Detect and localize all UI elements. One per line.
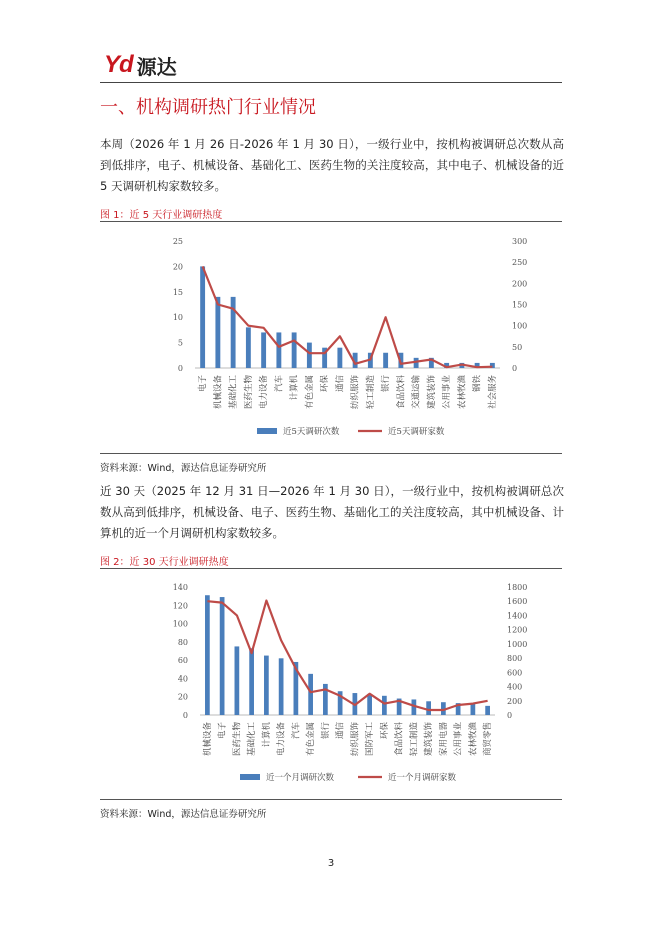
paragraph-weekly: 本周（2026 年 1 月 26 日-2026 年 1 月 30 日），一级行业中，按机构被调研总次数从高到低排序，电子、机械设备、基础化工、医药生物的关注度较高，其中电子、机械设备的近 5 天调研机构家数较多。: [100, 137, 564, 193]
x-tick-label: 银行: [381, 375, 392, 393]
y-right-tick-label: 300: [512, 237, 528, 246]
legend-bar-swatch: [240, 774, 260, 780]
x-tick-label: 基础化工: [247, 722, 258, 757]
y-right-tick-label: 600: [507, 668, 523, 678]
x-tick-label: 基础化工: [228, 375, 239, 410]
bar: [200, 266, 205, 368]
x-tick-label: 食品饮料: [396, 375, 407, 410]
figure1-top-rule: [100, 221, 562, 222]
x-tick-label: 轻工制造: [365, 375, 376, 410]
x-tick-label: 电力设备: [276, 722, 287, 757]
figure1-source: 资料来源：Wind，源达信息证券研究所: [100, 463, 267, 474]
y-left-tick-label: 20: [177, 692, 188, 702]
bar: [485, 706, 490, 715]
bar: [367, 694, 372, 715]
header-divider: [100, 82, 562, 83]
bar: [337, 348, 342, 368]
figure1-bottom-rule: [100, 453, 562, 454]
y-left-tick-label: 0: [177, 364, 183, 373]
y-right-tick-label: 1600: [507, 597, 528, 607]
x-tick-label: 计算机: [289, 375, 300, 401]
y-left-tick-label: 5: [177, 338, 183, 348]
y-right-tick-label: 1000: [507, 639, 528, 649]
y-right-tick-label: 1800: [507, 583, 528, 592]
y-left-tick-label: 0: [182, 711, 188, 720]
logo-mark: Yd: [104, 51, 133, 78]
x-tick-label: 建筑装饰: [424, 722, 435, 757]
y-right-tick-label: 800: [507, 654, 523, 664]
section-title: 一、机构调研热门行业情况: [100, 97, 316, 118]
bar: [249, 648, 254, 715]
figure1-title: 图 1：近 5 天行业调研热度: [100, 210, 223, 221]
page-number: 3: [327, 858, 335, 869]
y-right-tick-label: 50: [512, 342, 523, 352]
paragraph-monthly: 近 30 天（2025 年 12 月 31 日—2026 年 1 月 30 日），一级行业中，按机构被调研总次数从高到低排序，机械设备、电子、医药生物、基础化工的关注度较高，其中机械设备、计算机的近一个月调研机构家数较多。: [100, 484, 564, 540]
company-logo: [104, 52, 177, 78]
x-tick-label: 有色金属: [304, 375, 315, 410]
bar: [292, 332, 297, 368]
x-tick-label: 计算机: [261, 722, 272, 748]
bar: [383, 353, 388, 368]
x-tick-label: 纺织服饰: [350, 722, 361, 757]
chart-5day-industry-heat: [100, 224, 562, 446]
y-right-tick-label: 1200: [507, 625, 528, 635]
x-tick-label: 电力设备: [259, 375, 270, 410]
figure2-source: 资料来源：Wind，源达信息证券研究所: [100, 809, 267, 820]
bar: [215, 297, 220, 368]
bar: [471, 704, 476, 715]
logo-text: 源达: [136, 54, 177, 79]
x-tick-label: 银行: [320, 722, 331, 740]
x-tick-label: 环保: [320, 375, 331, 393]
x-tick-label: 机械设备: [213, 375, 224, 410]
y-right-tick-label: 1400: [507, 611, 528, 621]
legend-bar-swatch: [257, 428, 277, 434]
bar: [220, 597, 225, 715]
figure2-bottom-rule: [100, 799, 562, 800]
x-tick-label: 交通运输: [411, 375, 422, 410]
y-left-tick-label: 120: [172, 601, 188, 611]
legend-line-label: 近5天调研家数: [388, 427, 445, 437]
x-tick-label: 环保: [379, 722, 390, 740]
bar: [246, 327, 251, 368]
legend-bar-label: 近5天调研次数: [283, 427, 340, 437]
x-tick-label: 建筑装饰: [426, 375, 437, 410]
x-tick-label: 农林牧渔: [457, 375, 468, 410]
bar: [276, 332, 281, 368]
x-tick-label: 机械设备: [202, 722, 213, 757]
x-tick-label: 有色金属: [306, 722, 317, 757]
y-left-tick-label: 100: [172, 619, 188, 629]
x-tick-label: 纺织服饰: [350, 375, 361, 410]
y-right-tick-label: 400: [507, 682, 523, 692]
x-tick-label: 医药生物: [243, 375, 254, 410]
y-right-tick-label: 0: [507, 711, 513, 720]
x-tick-label: 社会服务: [487, 375, 498, 410]
x-tick-label: 家用电器: [438, 722, 449, 757]
figure2-title: 图 2：近 30 天行业调研热度: [100, 557, 229, 568]
y-right-tick-label: 250: [512, 258, 528, 268]
x-tick-label: 电子: [217, 722, 228, 740]
y-right-tick-label: 150: [512, 300, 528, 310]
figure2-top-rule: [100, 568, 562, 569]
y-left-tick-label: 25: [172, 237, 183, 246]
y-right-tick-label: 100: [512, 321, 528, 331]
bar: [264, 656, 269, 715]
x-tick-label: 通信: [335, 375, 346, 393]
chart-30day-industry-heat: [100, 571, 562, 793]
y-left-tick-label: 80: [177, 637, 188, 647]
y-right-tick-label: 0: [512, 364, 518, 373]
y-left-tick-label: 60: [177, 656, 188, 666]
x-tick-label: 电子: [198, 375, 209, 393]
x-tick-label: 汽车: [291, 722, 302, 740]
x-tick-label: 轻工制造: [409, 722, 420, 757]
legend-bar-label: 近一个月调研次数: [266, 773, 335, 783]
y-right-tick-label: 200: [512, 279, 528, 289]
y-left-tick-label: 20: [172, 262, 183, 272]
x-tick-label: 医药生物: [232, 722, 243, 757]
x-tick-label: 汽车: [274, 375, 285, 393]
x-tick-label: 国防军工: [365, 722, 376, 757]
bar: [279, 658, 284, 715]
legend-line-label: 近一个月调研家数: [388, 773, 457, 783]
y-left-tick-label: 10: [172, 313, 183, 323]
x-tick-label: 食品饮料: [394, 722, 405, 757]
x-tick-label: 商贸零售: [483, 722, 494, 757]
x-tick-label: 公用事业: [453, 722, 464, 757]
bar: [261, 332, 266, 368]
x-tick-label: 公用事业: [442, 375, 453, 410]
bar: [426, 701, 431, 715]
x-tick-label: 通信: [335, 722, 346, 740]
bar: [307, 343, 312, 368]
y-right-tick-label: 200: [507, 696, 523, 706]
bar: [382, 696, 387, 715]
x-tick-label: 农林牧渔: [468, 722, 479, 757]
y-left-tick-label: 15: [172, 287, 183, 297]
x-tick-label: 钢铁: [472, 375, 483, 393]
bar: [205, 595, 210, 715]
y-left-tick-label: 140: [172, 583, 188, 592]
bar: [235, 646, 240, 715]
bar: [308, 674, 313, 715]
y-left-tick-label: 40: [177, 674, 188, 684]
